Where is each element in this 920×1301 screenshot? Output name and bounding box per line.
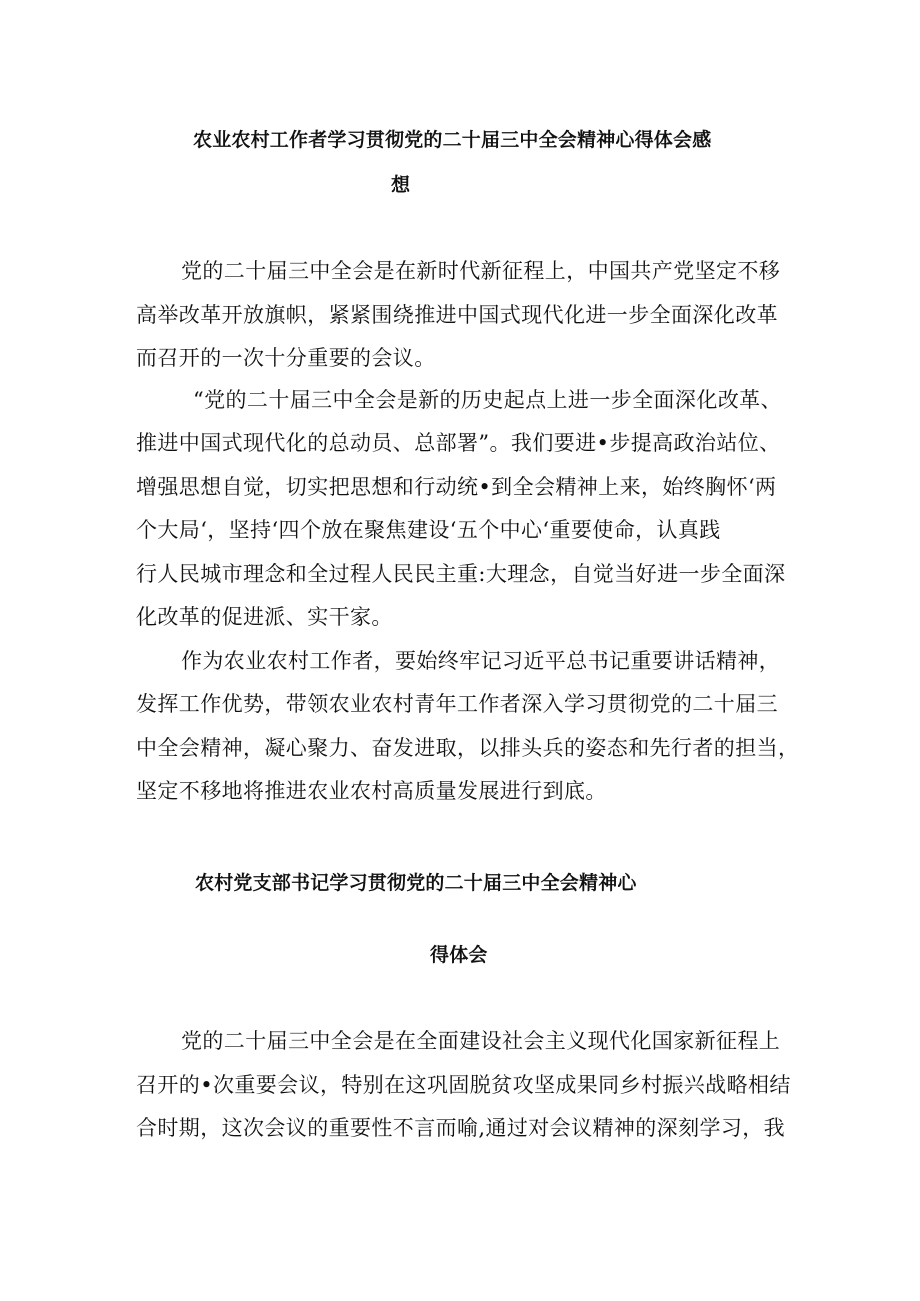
section-1-para-2-line-3: 增强思想自觉，切实把思想和行动统•到全会精神上来，始终胸怀‘两 [136, 475, 777, 499]
section-2-para-1-line-2: 召开的•次重要会议，特别在这巩固脱贫攻坚成果同乡村振兴战略相结 [136, 1073, 791, 1097]
section-2-title-line-2: 得体会 [430, 944, 488, 966]
section-2-para-1-line-3: 合时期，这次会议的重要性不言而喻,通过对会议精神的深刻学习，我 [136, 1116, 786, 1140]
section-1-para-2-line-2: 推进中国式现代化的总动员、总部署”。我们要进•步提高政治站位、 [136, 431, 781, 455]
section-1-para-2-line-1: “党的二十届三中全会是新的历史起点上进一步全面深化改革、 [193, 388, 782, 412]
section-1-para-2-line-6: 化改革的促进派、实干家。 [136, 605, 393, 629]
section-2-title-line-1: 农村党支部书记学习贯彻党的二十届三中全会精神心 [195, 872, 637, 894]
section-1-para-2-line-4: 个大局‘，坚持‘四个放在聚焦建设‘五个中心‘重要使命，认真践 [136, 518, 721, 542]
section-1-para-3-line-1: 作为农业农村工作者，要始终牢记习近平总书记重要讲话精神， [181, 649, 781, 673]
section-1-para-3-line-2: 发挥工作优势，带领农业农村青年工作者深入学习贯彻党的二十届三 [136, 692, 778, 716]
section-1-para-1-line-3: 而召开的一次十分重要的会议。 [136, 346, 436, 370]
section-1-title-line-1: 农业农村工作者学习贯彻党的二十届三中全会精神心得体会感 [193, 129, 712, 151]
section-1-para-3-line-4: 坚定不移地将推进农业农村高质量发展进行到底。 [136, 779, 607, 803]
section-1-para-2-line-5: 行人民城市理念和全过程人民民主重:大理念，自觉当好进一步全面深 [136, 562, 786, 586]
section-2-para-1-line-1: 党的二十届三中全会是在全面建设社会主义现代化国家新征程上 [181, 1029, 781, 1053]
section-1-para-3-line-3: 中全会精神，凝心聚力、奋发进取，以排头兵的姿态和先行者的担当， [136, 736, 800, 760]
section-1-para-1-line-1: 党的二十届三中全会是在新时代新征程上，中国共产党坚定不移 [181, 259, 781, 283]
section-1-para-1-line-2: 高举改革开放旗帜，紧紧围绕推进中国式现代化进一步全面深化改革 [136, 303, 778, 327]
section-1-title-line-2: 想 [391, 174, 411, 196]
